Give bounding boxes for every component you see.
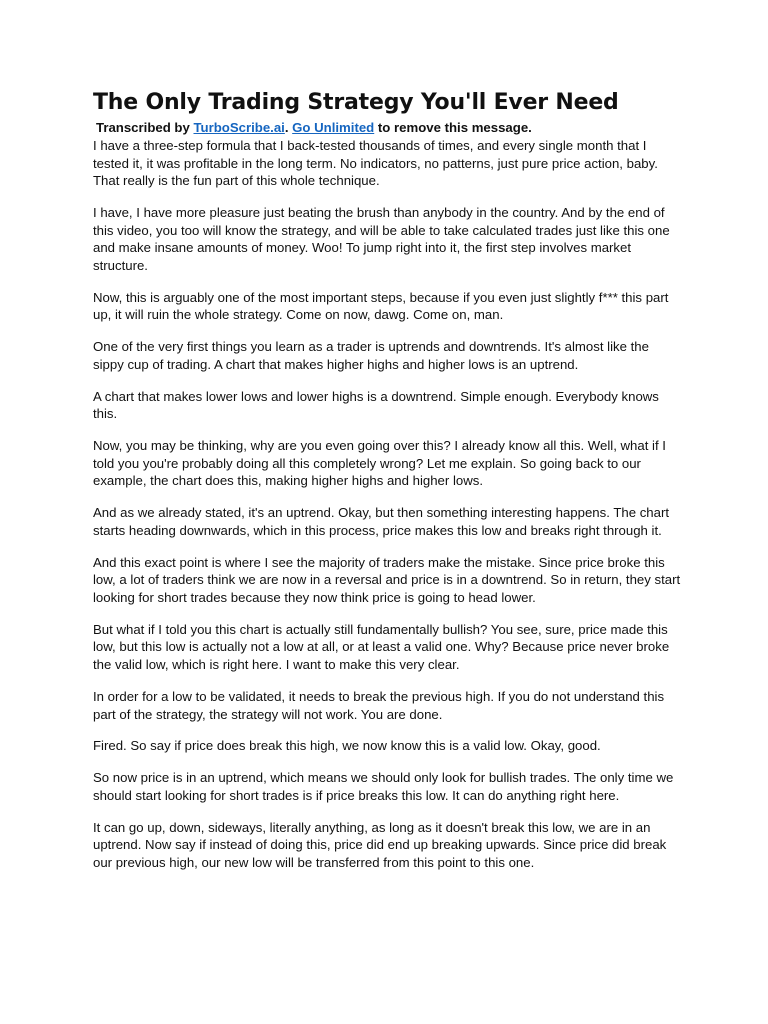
transcription-banner — [96, 119, 683, 137]
paragraph: A chart that makes lower lows and lower highs is a downtrend. Simple enough. Everybody knows this. — [93, 388, 659, 422]
paragraph: And as we already stated, it's an uptrend. Okay, but then something interesting happens. The chart starts heading downwards, which in this process, price makes this low and breaks right through it. — [93, 505, 670, 538]
paragraph: In order for a low to be validated, it needs to break the previous high. If you do not understand this part of the strategy, the strategy will not work. You are done. — [93, 688, 665, 722]
paragraph: I have, I have more pleasure just beating the brush than anybody in the country. And by the end of this video, you too will know the strategy, and will be able to take calculated trades just like this one and make insane amounts of money. Woo! To jump right into it, the first step involves market structure. — [93, 205, 670, 273]
paragraph: Now, you may be thinking, why are you even going over this? I already know all this. Well, what if I told you you're probably doing all this completely wrong? Let me explain. So going back to our example, the chart does this, making higher highs and higher lows. — [93, 438, 666, 489]
go-unlimited-link[interactable]: Go Unlimited — [292, 120, 375, 135]
paragraph: Now, this is arguably one of the most important steps, because if you even just slightly f*** this part up, it will ruin the whole strategy. Come on now, dawg. Come on, man. — [93, 289, 669, 323]
banner-suffix: to remove this message. — [374, 120, 532, 135]
turboscribe-link[interactable]: TurboScribe.ai — [193, 120, 285, 135]
paragraph: One of the very first things you learn as a trader is uptrends and downtrends. It's almost like the sippy cup of trading. A chart that makes higher highs and higher lows is an uptrend. — [93, 339, 649, 372]
paragraph: And this exact point is where I see the majority of traders make the mistake. Since price broke this low, a lot of traders think we are now in a reversal and price is in a downtrend. So in return, they start looking for short trades because they now think price is going to head lower. — [93, 554, 681, 605]
document-title: The Only Trading Strategy You'll Ever Need — [93, 90, 619, 115]
banner-prefix: Transcribed by — [96, 120, 194, 135]
document-page — [93, 88, 683, 886]
paragraph: But what if I told you this chart is actually still fundamentally bullish? You see, sure, price made this low, but this low is actually not a low at all, or at least a valid one. Why? Because price never broke the valid low, which is right here. I want to make this very clear. — [93, 621, 670, 673]
banner-separator: . — [284, 120, 293, 135]
paragraph: Fired. So say if price does break this high, we now know this is a valid low. Okay, good. — [93, 738, 601, 754]
paragraph: So now price is in an uptrend, which means we should only look for bullish trades. The only time we should start looking for short trades is if price breaks this low. It can do anything right here. — [93, 770, 674, 803]
paragraph: It can go up, down, sideways, literally anything, as long as it doesn't break this low, we are in an uptrend. Now say if instead of doing this, price did end up breaking upwards. Since price did break our previous high, our new low will be transferred from this point to this one. — [93, 819, 667, 870]
paragraph: I have a three-step formula that I back-tested thousands of times, and every single month that I tested it, it was profitable in the long term. No indicators, no patterns, just pure price action, baby. That really is the fun part of this whole technique. — [93, 138, 658, 189]
